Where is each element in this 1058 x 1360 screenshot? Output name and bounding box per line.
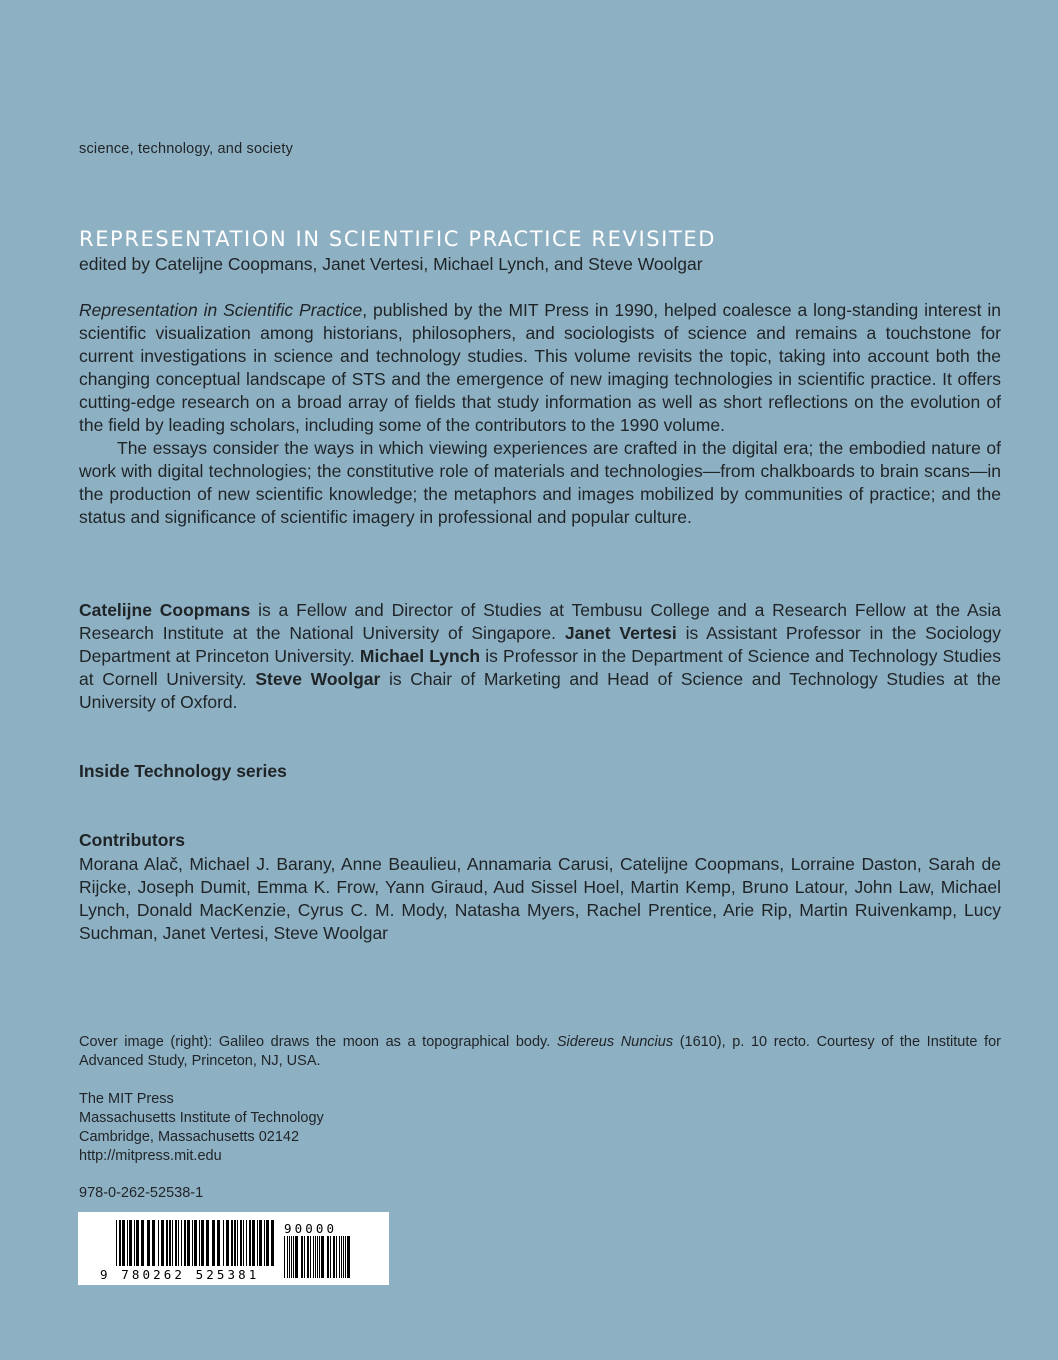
book-title: REPRESENTATION IN SCIENTIFIC PRACTICE REVISITED xyxy=(79,227,717,251)
barcode-bar xyxy=(249,1220,251,1266)
barcode-bar xyxy=(223,1220,224,1266)
barcode-bar xyxy=(317,1236,318,1278)
barcode-bar xyxy=(136,1220,139,1266)
publisher-url: http://mitpress.mit.edu xyxy=(79,1148,222,1164)
barcode-bar xyxy=(310,1236,311,1278)
barcode-bar xyxy=(206,1220,209,1266)
barcode-bar xyxy=(217,1220,220,1266)
credit-italic-title: Sidereus Nuncius xyxy=(556,1034,674,1050)
cover-credit xyxy=(79,1033,1001,1071)
barcode-bar xyxy=(327,1236,329,1278)
barcode-bar xyxy=(315,1236,316,1278)
barcode-bar xyxy=(321,1236,324,1278)
barcode-bar xyxy=(271,1220,274,1266)
barcode-bar xyxy=(336,1236,337,1278)
barcode-bar xyxy=(345,1236,346,1278)
barcode-bar xyxy=(158,1220,159,1266)
barcode-bar xyxy=(147,1220,150,1266)
barcode-addon-digits: 90000 xyxy=(284,1221,338,1236)
barcode-bar xyxy=(226,1220,229,1266)
barcode-bar xyxy=(289,1236,290,1278)
barcode-bar xyxy=(264,1220,265,1266)
barcode-bar xyxy=(243,1220,244,1266)
barcode-bar xyxy=(129,1220,132,1266)
barcode-bar xyxy=(175,1220,177,1266)
credit-text-after: (1610), p. 10 recto. Courtesy of the Institute for Advanced Study, Princeton, NJ, USA. xyxy=(79,1034,1001,1069)
barcode-bar xyxy=(122,1220,125,1266)
original-title-italic: Representation in Scientific Practice xyxy=(79,300,363,320)
barcode-bar xyxy=(234,1220,236,1266)
publisher-institution: Massachusetts Institute of Technology xyxy=(79,1110,324,1126)
bio-text-vertesi: is Assistant Professor in the Sociology Department at Princeton University. xyxy=(79,623,1002,666)
barcode-bar xyxy=(301,1236,303,1278)
barcode-bar xyxy=(293,1236,294,1278)
barcode-bar xyxy=(192,1220,193,1266)
barcode-bar xyxy=(127,1220,128,1266)
barcode-bar xyxy=(259,1220,262,1266)
description-p1-text: , published by the MIT Press in 1990, helped coalesce a long-standing interest in scientific visualization among historians, philosophers, and sociologists of science and remains a touchstone for current investigations in science and technology studies. This volume revisits the topic, taking into account both the changing conceptual landscape of STS and the emergence of new imaging technologies in scientific practice. It offers cutting-edge research on a broad array of fields that study information as well as short reflections on the evolution of the field by leading scholars, including some of the contributors to the 1990 volume. xyxy=(79,300,1001,435)
barcode-bar xyxy=(313,1236,314,1278)
barcode-bar xyxy=(319,1236,320,1278)
barcode-bar xyxy=(231,1220,233,1266)
barcode-bar xyxy=(116,1220,117,1266)
editor-bios xyxy=(79,599,1001,714)
barcode-bar xyxy=(333,1236,335,1278)
barcode-bar xyxy=(141,1220,144,1266)
barcode-bar xyxy=(287,1236,288,1278)
barcode-bar xyxy=(240,1220,242,1266)
barcode-bar xyxy=(201,1220,204,1266)
barcode-bar xyxy=(166,1220,168,1266)
barcode-bar xyxy=(181,1220,182,1266)
barcode-bar xyxy=(212,1220,215,1266)
barcode-bar xyxy=(246,1220,247,1266)
bio-name-coopmans: Catelijne Coopmans xyxy=(79,600,251,620)
contributors-list: Morana Alač, Michael J. Barany, Anne Beaulieu, Annamaria Carusi, Catelijne Coopmans, Lorraine Daston, Sarah de Rijcke, Joseph Dumit, Emma K. Frow, Yann Giraud, Aud Sissel Hoel, Martin Kemp, Bruno Latour, John Law, Michael Lynch, Donald MacKenzie, Cyrus C. M. Mody, Natasha Myers, Rachel Prentice, Arie Rip, Martin Ruivenkamp, Lucy Suchman, Janet Vertesi, Steve Woolgar xyxy=(79,854,1001,943)
barcode-bar xyxy=(284,1236,285,1278)
barcode-main-digits: 9 780262 525381 xyxy=(100,1267,260,1282)
barcode-bar xyxy=(295,1236,298,1278)
publisher-name: The MIT Press xyxy=(79,1091,174,1107)
description-paragraph-2: The essays consider the ways in which viewing experiences are crafted in the digital era; the embodied nature of work with digital technologies; the constitutive role of materials and technologies—from chalkboards to brain scans—in the production of new scientific knowledge; the metaphors and images mobilized by communities of practice; and the status and significance of scientific imagery in professional and popular culture. xyxy=(79,438,1001,527)
barcode-bar xyxy=(187,1220,190,1266)
barcode-bar xyxy=(291,1236,292,1278)
bio-name-vertesi: Janet Vertesi xyxy=(564,623,677,643)
barcode-bar xyxy=(152,1220,155,1266)
barcode-bar xyxy=(330,1236,331,1278)
barcode-bar xyxy=(347,1236,350,1278)
series-name: Inside Technology series xyxy=(79,761,287,781)
publisher-address: Cambridge, Massachusetts 02142 xyxy=(79,1129,300,1145)
credit-text-before: Cover image (right): Galileo draws the moon as a topographical body. xyxy=(79,1034,557,1050)
isbn-number: 978-0-262-52538-1 xyxy=(79,1185,204,1201)
book-description xyxy=(79,299,1001,529)
barcode-bar xyxy=(194,1220,197,1266)
barcode-bar xyxy=(266,1220,269,1266)
editors-line: edited by Catelijne Coopmans, Janet Vertesi, Michael Lynch, and Steve Woolgar xyxy=(79,254,703,274)
bio-text-lynch: is Professor in the Department of Science and Technology Studies at Cornell University. xyxy=(79,646,1002,689)
barcode-bar xyxy=(169,1220,171,1266)
bio-name-lynch: Michael Lynch xyxy=(359,646,481,666)
barcode xyxy=(78,1212,389,1285)
barcode-bar xyxy=(307,1236,309,1278)
barcode-bar xyxy=(119,1220,121,1266)
barcode-bar xyxy=(172,1220,173,1266)
barcode-bar xyxy=(252,1220,255,1266)
series-category: science, technology, and society xyxy=(79,141,294,157)
publisher-block xyxy=(79,1090,1001,1166)
barcode-bar xyxy=(343,1236,344,1278)
barcode-bar xyxy=(161,1220,164,1266)
barcode-bar xyxy=(304,1236,305,1278)
contributors-heading: Contributors xyxy=(79,830,185,850)
barcode-bar xyxy=(178,1220,179,1266)
barcode-bar xyxy=(257,1220,258,1266)
barcode-bar xyxy=(339,1236,340,1278)
description-paragraph-1 xyxy=(79,299,1001,437)
barcode-bar xyxy=(199,1220,200,1266)
bio-text-woolgar: is Chair of Marketing and Head of Science and Technology Studies at the University of Oxford. xyxy=(79,669,1001,712)
barcode-bar xyxy=(341,1236,342,1278)
bio-name-woolgar: Steve Woolgar xyxy=(255,669,381,689)
barcode-bar xyxy=(184,1220,186,1266)
bio-text-coopmans: is a Fellow and Director of Studies at Tembusu College and a Research Fellow at the Asia Research Institute at the National University of Singapore. xyxy=(79,600,1001,643)
barcode-bar xyxy=(237,1220,238,1266)
barcode-bar xyxy=(134,1220,135,1266)
